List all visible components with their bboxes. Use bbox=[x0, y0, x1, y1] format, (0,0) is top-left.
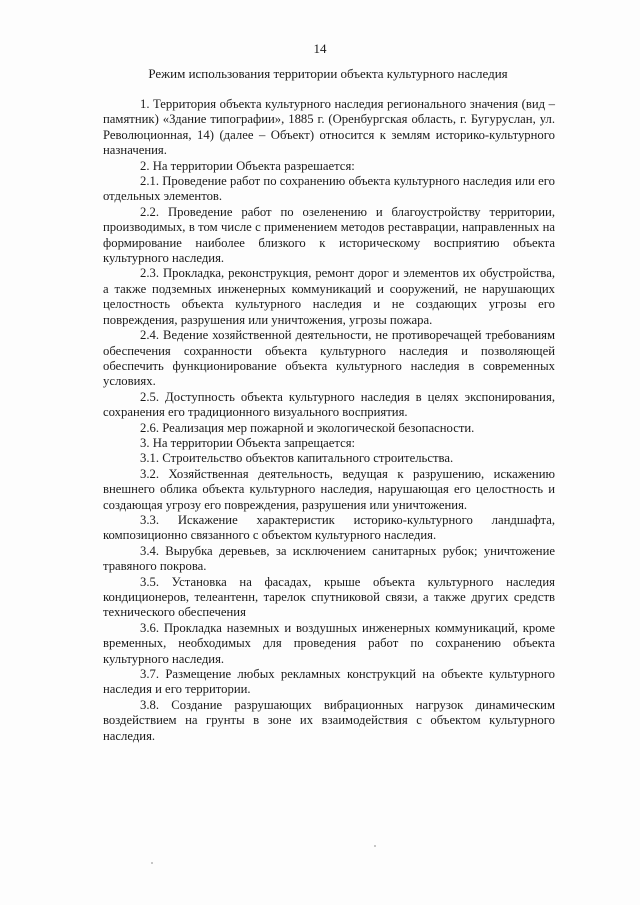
paragraph-3-6: 3.6. Прокладка наземных и воздушных инженерных коммуникаций, кроме временных, необходимых для проведения работ по сохранению объекта культурного наследия. bbox=[103, 620, 555, 666]
scan-speck bbox=[151, 862, 153, 864]
paragraph-3-1: 3.1. Строительство объектов капитального строительства. bbox=[140, 451, 454, 466]
paragraph-2-5: 2.5. Доступность объекта культурного наследия в целях экспонирования, сохранения его традиционного визуального восприятия. bbox=[103, 389, 555, 420]
page-number: 14 bbox=[313, 41, 327, 56]
paragraph-3-7: 3.7. Размещение любых рекламных конструкций на объекте культурного наследия и его территории. bbox=[103, 667, 555, 697]
paragraph-3-4: 3.4. Вырубка деревьев, за исключением санитарных рубок; уничтожение травяного покрова. bbox=[103, 543, 555, 574]
document-body bbox=[103, 97, 555, 744]
paragraph-3-2: 3.2. Хозяйственная деятельность, ведущая к разрушению, искажению внешнего облика объекта культурного наследия, нарушающая его целостность и создающая угрозу его повреждения, разрушения или уничтожения. bbox=[103, 466, 555, 512]
paragraph-2: 2. На территории Объекта разрешается: bbox=[140, 158, 355, 173]
paragraph-3-8: 3.8. Создание разрушающих вибрационных нагрузок динамическим воздействием на грунты в зоне их взаимодействия с объектом культурного наследия. bbox=[103, 697, 555, 743]
document-title: Режим использования территории объекта культурного наследия bbox=[148, 66, 508, 81]
paragraph-3: 3. На территории Объекта запрещается: bbox=[140, 435, 356, 450]
paragraph-1: 1. Территория объекта культурного наследия регионального значения (вид – памятник) «Здание типографии», 1885 г. (Оренбургская область, г. Бугуруслан, ул. Революционная, 14) (далее – Объект) относится к землям историко-культурного назначения. bbox=[103, 97, 555, 158]
paragraph-3-3: 3.3. Искажение характеристик историко-культурного ландшафта, композиционно связанного с объектом культурного наследия. bbox=[103, 512, 555, 543]
paragraph-2-3: 2.3. Прокладка, реконструкция, ремонт дорог и элементов их обустройства, а также подземных инженерных коммуникаций и сооружений, не нарушающих целостность объекта культурного наследия и не создающих угрозы его повреждения, разрушения или уничтожения, угрозы пожара. bbox=[103, 266, 555, 327]
paragraph-2-4: 2.4. Ведение хозяйственной деятельности, не противоречащей требованиям обеспечения сохранности объекта культурного наследия и позволяющей обеспечить функционирование объекта культурного наследия в современных условиях. bbox=[103, 328, 555, 389]
paragraph-3-5: 3.5. Установка на фасадах, крыше объекта культурного наследия кондиционеров, телеантенн, тарелок спутниковой связи, а также других средств технического обеспечения bbox=[103, 574, 555, 620]
paragraph-2-2: 2.2. Проведение работ по озеленению и благоустройству территории, производимых, в том числе с применением методов реставрации, направленных на формирование наиболее близкого к историческому восприятию объекта культурного наследия. bbox=[103, 204, 555, 266]
paragraph-2-6: 2.6. Реализация мер пожарной и экологической безопасности. bbox=[140, 420, 475, 435]
scan-speck bbox=[374, 845, 376, 847]
paragraph-2-1: 2.1. Проведение работ по сохранению объекта культурного наследия или его отдельных элементов. bbox=[103, 174, 555, 204]
